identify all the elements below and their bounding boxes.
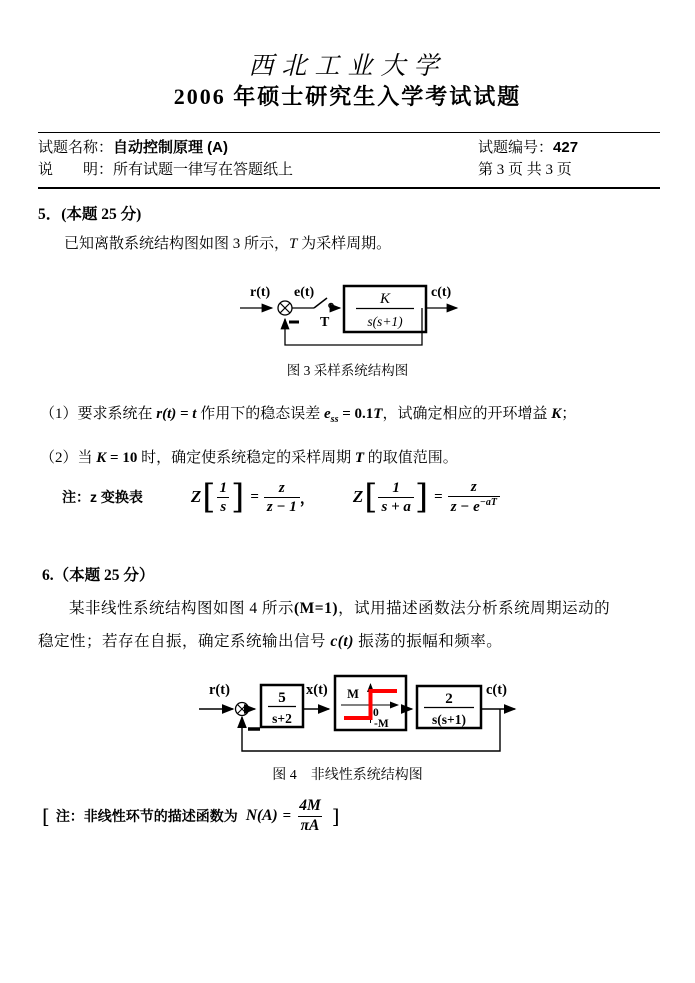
q6-para-text-2: ，试用描述函数法分析系统周期运动的稳定性；若存在自振，确定系统输出信号	[38, 600, 611, 650]
znote-f2-rden-exponent: −aT	[479, 497, 497, 508]
q6-number: 6.	[42, 567, 54, 584]
q5-item2-math-T: T	[354, 450, 365, 466]
q5-points: (本题 25 分)	[61, 206, 142, 223]
q6-note-equals: =	[282, 807, 292, 824]
znote-f1-equals: =	[250, 488, 259, 505]
znote-formula-1: Z [ $\frac{1}{s}$ ] = $\frac{z}{z - 1}$ ，	[190, 477, 315, 517]
q5-intro-text-2: 为采样周期。	[297, 236, 392, 252]
fig3-sampler-contact	[329, 303, 333, 307]
q5-item1-text-3: ，试确定相应的开环增益	[382, 406, 552, 422]
q5-item1-text-4: ；	[561, 406, 577, 422]
q6-para-M1: (M=1)	[294, 600, 339, 617]
znote-f1-rden: z − 1	[264, 497, 300, 516]
fig3-label-e: e(t)	[294, 285, 315, 300]
q5-heading	[38, 202, 141, 224]
fig4-block2-denominator: s(s+1)	[432, 712, 466, 727]
exam-title: 2006 年硕士研究生入学考试试题	[173, 84, 522, 109]
q6-note-label: 注：非线性环节的描述函数为	[55, 808, 238, 825]
znote-formula-2: Z [ $\frac{1}{s + a}$ ] = $\frac{z}{z - e^{-aT}}$	[353, 478, 500, 516]
q6-para-text-3: 振荡的振幅和频率。	[353, 633, 503, 650]
znote-f2-rden-base: z − e	[450, 499, 480, 515]
znote-f1-arg	[217, 479, 231, 516]
exam-note-label: 说 明：	[38, 162, 114, 178]
q6-note-frac-num: 4M	[299, 797, 321, 814]
q5-item1-text-1: （1）要求系统在	[40, 406, 157, 422]
fig3-sampled-system-diagram	[228, 276, 468, 356]
exam-note-value: 所有试题一律写在答题纸上	[113, 162, 294, 178]
q5-item1-math-T: T	[373, 406, 383, 422]
q6-heading	[42, 563, 154, 585]
znote-f1-result	[264, 479, 300, 516]
fig4-nonlinear-system-diagram	[195, 672, 525, 764]
q5-item-2	[40, 446, 458, 467]
exam-meta-block	[38, 132, 660, 189]
exam-number-value: 427	[553, 139, 579, 156]
fig4-block1-numerator: 5	[278, 690, 286, 706]
fig4-label-r: r(t)	[209, 682, 230, 698]
fig3-label-T: T	[320, 315, 330, 330]
q5-intro	[64, 232, 391, 253]
q5-item2-text-3: 的取值范围。	[364, 450, 458, 466]
exam-note	[38, 159, 478, 181]
znote-f2-result	[448, 478, 500, 516]
q5-item1-math-e: e	[324, 406, 331, 422]
fig4-caption: 图 4 非线性系统结构图	[272, 768, 423, 783]
fig4-label-x: x(t)	[306, 682, 328, 698]
fig4-relay-label-0: 0	[373, 707, 379, 719]
q6-points: （本题 25 分）	[53, 567, 155, 584]
znote-f1-num: 1	[219, 479, 228, 496]
q5-item2-text-2: 时，确定使系统稳定的采样周期	[137, 450, 355, 466]
q6-note: [ 注：非线性环节的描述函数为 N(A) = $\frac{4M}{\pi A}$ ]	[42, 797, 340, 834]
q6-note-frac-den: πA	[298, 816, 323, 836]
exam-number-label: 试题编号：	[478, 140, 554, 156]
q5-item2-math-K: K	[96, 450, 107, 466]
fig3-block-denominator: s(s+1)	[367, 314, 403, 329]
fig3-block-numerator: K	[379, 291, 391, 307]
q6-note-fraction	[296, 797, 324, 835]
q5-intro-text-1: 已知离散系统结构图如图 3 所示，	[64, 236, 290, 252]
university-title: 西北工业大学	[248, 53, 447, 80]
q5-number: 5．	[38, 206, 62, 223]
znote-f1-den: s	[217, 497, 229, 516]
znote-f1-Z: Z	[190, 487, 202, 506]
q5-item1-math-K: K	[551, 406, 562, 422]
exam-name-value: 自动控制原理 (A)	[113, 139, 229, 156]
fig3-label-c: c(t)	[431, 285, 452, 300]
q5-item1-text-2: 作用下的稳态误差	[196, 406, 324, 422]
fig3-caption: 图 3 采样系统结构图	[286, 363, 409, 378]
fig3-label-r: r(t)	[250, 285, 271, 300]
znote-f2-arg	[378, 479, 413, 516]
fig4-relay-label-M: M	[347, 687, 359, 701]
fig4-relay-label-negM: -M	[374, 718, 389, 730]
znote-f2-den: s + a	[378, 497, 413, 516]
q6-para-text-1: 某非线性系统结构图如图 4 所示	[69, 600, 295, 617]
q5-item1-math-eq: = 0.1	[338, 406, 374, 422]
meta-row-2	[38, 159, 660, 181]
znote-f2-rnum: z	[470, 479, 477, 495]
page-indicator: 第 3 页 共 3 页	[478, 162, 572, 178]
q5-item1-math-ss: ss	[330, 414, 339, 425]
q6-paragraph	[38, 592, 626, 658]
q5-item2-math-eq10: = 10	[106, 450, 138, 466]
fig4-block1-denominator: s+2	[272, 711, 292, 726]
znote-label: 注：z 变换表	[62, 489, 143, 505]
exam-name	[38, 137, 478, 159]
exam-name-label: 试题名称：	[38, 140, 114, 156]
znote-f2-num: 1	[392, 479, 400, 496]
znote-f2-equals: =	[434, 488, 443, 505]
q6-note-math-NA: N(A)	[245, 807, 278, 825]
q6-note-formula	[246, 797, 324, 835]
q5-item2-text-1: （2）当	[40, 450, 97, 466]
znote-f2-Z: Z	[352, 487, 364, 506]
q5-intro-var-T: T	[289, 236, 298, 252]
fig3-sampler-switch-icon	[314, 298, 327, 308]
znote-f2-rden	[448, 496, 500, 516]
znote-comma: ，	[299, 490, 315, 507]
q5-ztransform-note	[62, 478, 500, 516]
meta-row-1	[38, 137, 660, 159]
q5-item1-math-rt: r(t) = t	[156, 406, 197, 422]
q5-item-1	[40, 402, 576, 425]
q6-para-math-ct: c(t)	[330, 633, 354, 650]
fig4-block2-numerator: 2	[445, 691, 453, 707]
znote-f1-rnum: z	[278, 479, 285, 496]
exam-number	[478, 137, 660, 159]
fig4-label-c: c(t)	[486, 682, 507, 698]
